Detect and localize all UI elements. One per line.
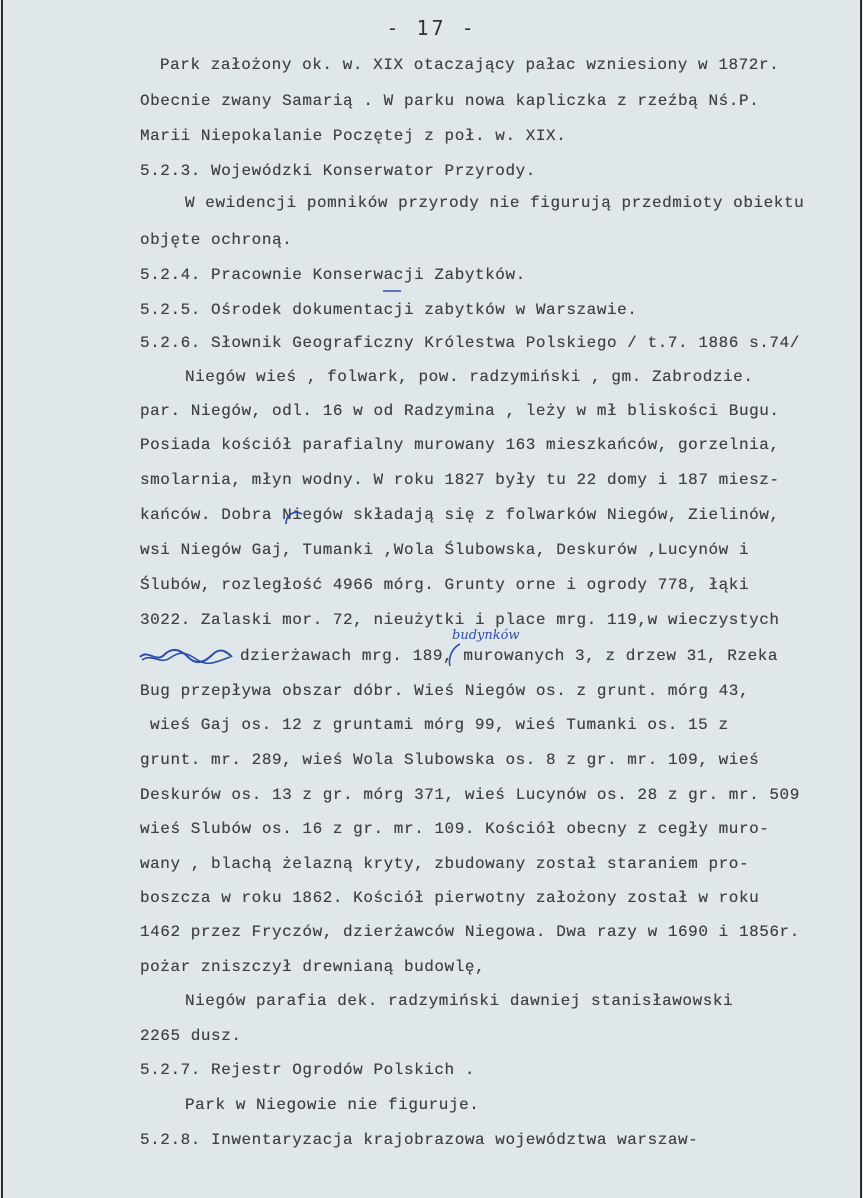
text-line: grunt. mr. 289, wieś Wola Slubowska os. 8 z gr. mr. 109, wieś bbox=[140, 751, 760, 769]
text-line: par. Niegów, odl. 16 w od Radzymina , leży w mł bliskości Bugu. bbox=[140, 402, 780, 420]
text-line: kańców. Dobra Niegów składają się z folwarków Niegów, Zielinów, bbox=[140, 506, 780, 524]
section-heading: 5.2.6. Słownik Geograficzny Królestwa Polskiego / t.7. 1886 s.74/ bbox=[140, 334, 800, 352]
text-line: Niegów parafia dek. radzymiński dawniej stanisławowski bbox=[185, 992, 734, 1010]
text-line: 1462 przez Fryczów, dzierżawców Niegowa. Dwa razy w 1690 i 1856r. bbox=[140, 923, 800, 941]
text-line: wieś Slubów os. 16 z gr. mr. 109. Kościół obecny z cegły muro- bbox=[140, 820, 770, 838]
text-line: Deskurów os. 13 z gr. mórg 371, wieś Lucynów os. 28 z gr. mr. 509 bbox=[140, 786, 800, 804]
text-line: Park założony ok. w. XIX otaczający pałac wzniesiony w 1872r. bbox=[160, 56, 780, 74]
text-line: 3022. Zalaski mor. 72, nieużytki i place mrg. 119,w wieczystych bbox=[140, 611, 780, 629]
text-line: dzierżawach mrg. 189, murowanych 3, z drzew 31, Rzeka bbox=[240, 647, 779, 665]
text-line: Park w Niegowie nie figuruje. bbox=[185, 1096, 480, 1114]
text-line: boszcza w roku 1862. Kościół pierwotny założony został w roku bbox=[140, 889, 760, 907]
text-line: Marii Niepokalanie Poczętej z poł. w. XIX. bbox=[140, 127, 567, 145]
text-line: smolarnia, młyn wodny. W roku 1827 były tu 22 domy i 187 miesz- bbox=[140, 471, 780, 489]
text-line: Bug przepływa obszar dóbr. Wieś Niegów os. z grunt. mórg 43, bbox=[140, 682, 750, 700]
text-line: pożar zniszczył drewnianą budowlę, bbox=[140, 958, 486, 976]
section-heading: 5.2.5. Ośrodek dokumentacji zabytków w Warszawie. bbox=[140, 301, 638, 319]
text-line: 2265 dusz. bbox=[140, 1027, 242, 1045]
text-line: Ślubów, rozległość 4966 mórg. Grunty orne i ogrody 778, łąki bbox=[140, 576, 750, 594]
text-line: objęte ochroną. bbox=[140, 231, 293, 249]
page-number: - 17 - bbox=[386, 16, 477, 40]
section-heading: 5.2.3. Wojewódzki Konserwator Przyrody. bbox=[140, 162, 536, 180]
text-line: W ewidencji pomników przyrody nie figurują przedmioty obiektu bbox=[185, 194, 805, 212]
text-line: Posiada kościół parafialny murowany 163 mieszkańców, gorzelnia, bbox=[140, 436, 780, 454]
section-heading: 5.2.8. Inwentaryzacja krajobrazowa województwa warszaw- bbox=[140, 1131, 699, 1149]
section-heading: 5.2.7. Rejestr Ogrodów Polskich . bbox=[140, 1061, 476, 1079]
handwritten-annotation: budynków bbox=[452, 628, 520, 643]
text-line: Niegów wieś , folwark, pow. radzymiński , gm. Zabrodzie. bbox=[185, 368, 754, 386]
text-line: Obecnie zwany Samarią . W parku nowa kapliczka z rzeźbą Nś.P. bbox=[140, 92, 760, 110]
section-heading: 5.2.4. Pracownie Konserwacji Zabytków. bbox=[140, 266, 526, 284]
text-line: wsi Niegów Gaj, Tumanki ,Wola Ślubowska, Deskurów ,Lucynów i bbox=[140, 541, 750, 559]
text-line: wany , blachą żelazną kryty, zbudowany został staraniem pro- bbox=[140, 855, 750, 873]
text-line: wieś Gaj os. 12 z gruntami mórg 99, wieś Tumanki os. 15 z bbox=[150, 716, 729, 734]
